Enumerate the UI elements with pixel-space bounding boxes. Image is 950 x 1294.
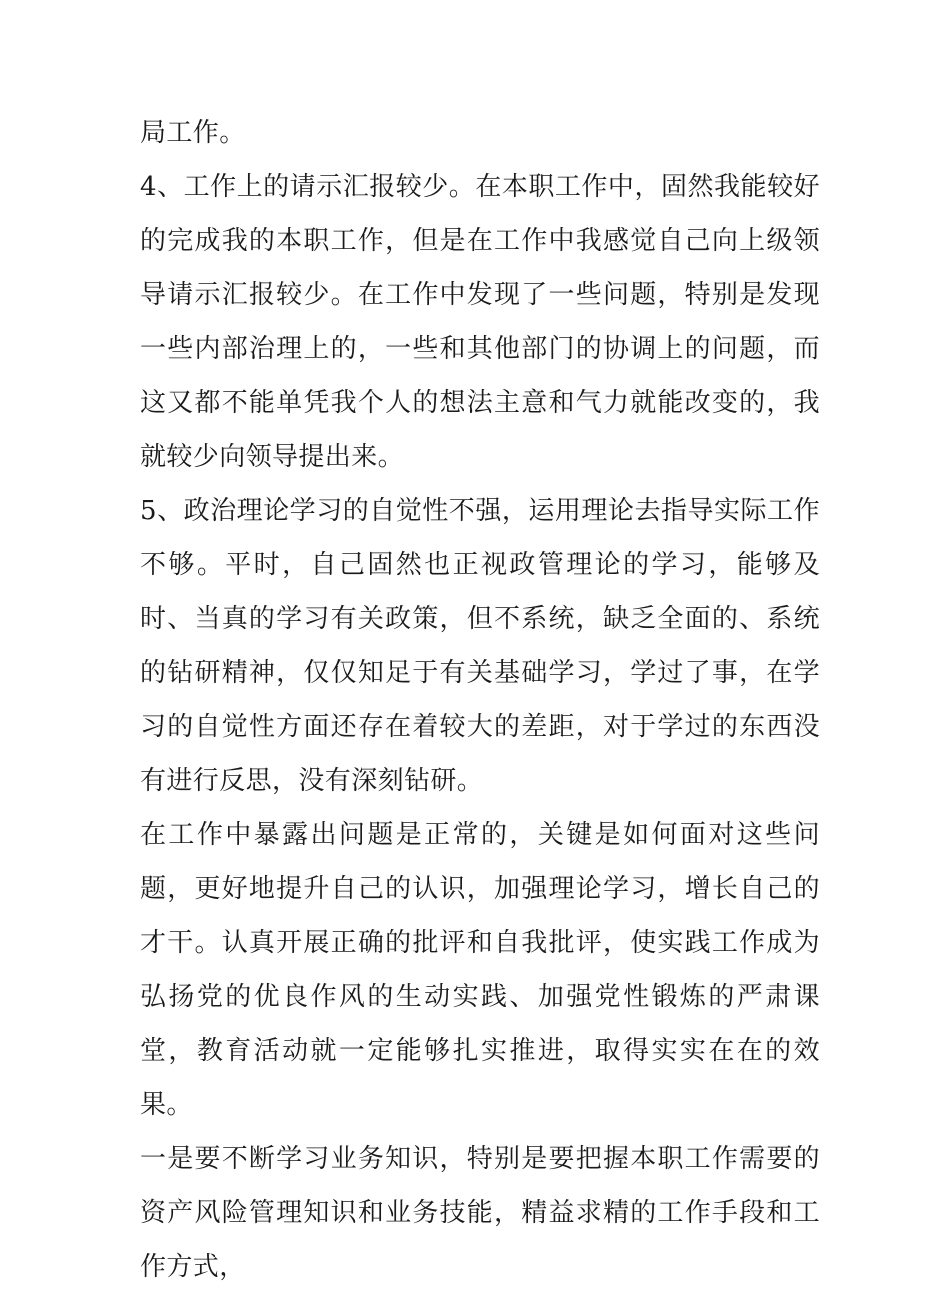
- paragraph-summary: 在工作中暴露出问题是正常的，关键是如何面对这些问题，更好地提升自己的认识，加强理论学习，增长自己的才干。认真开展正确的批评和自我批评，使实践工作成为弘扬党的优良作风的生动实践、加强党性锻炼的严肃课堂，教育活动就一定能够扎实推进，取得实实在在的效果。: [140, 820, 820, 1120]
- paragraph-continuation: 局工作。: [140, 118, 246, 148]
- paragraph-measure-1: 一是要不断学习业务知识，特别是要把握本职工作需要的资产风险管理知识和业务技能，精益求精的工作手段和工作方式，: [140, 1144, 820, 1282]
- paragraph-item-5: 5、政治理论学习的自觉性不强，运用理论去指导实际工作不够。平时，自己固然也正视政管理论的学习，能够及时、当真的学习有关政策，但不系统，缺乏全面的、系统的钻研精神，仅仅知足于有关基础学习，学过了事，在学习的自觉性方面还存在着较大的差距，对于学过的东西没有进行反思，没有深刻钻研。: [140, 496, 820, 796]
- paragraph-item-4: 4、工作上的请示汇报较少。在本职工作中，固然我能较好的完成我的本职工作，但是在工作中我感觉自己向上级领导请示汇报较少。在工作中发现了一些问题，特别是发现一些内部治理上的，一些和其他部门的协调上的问题，而这又都不能单凭我个人的想法主意和气力就能改变的，我就较少向领导提出来。: [140, 172, 820, 472]
- document-page: [140, 106, 820, 1294]
